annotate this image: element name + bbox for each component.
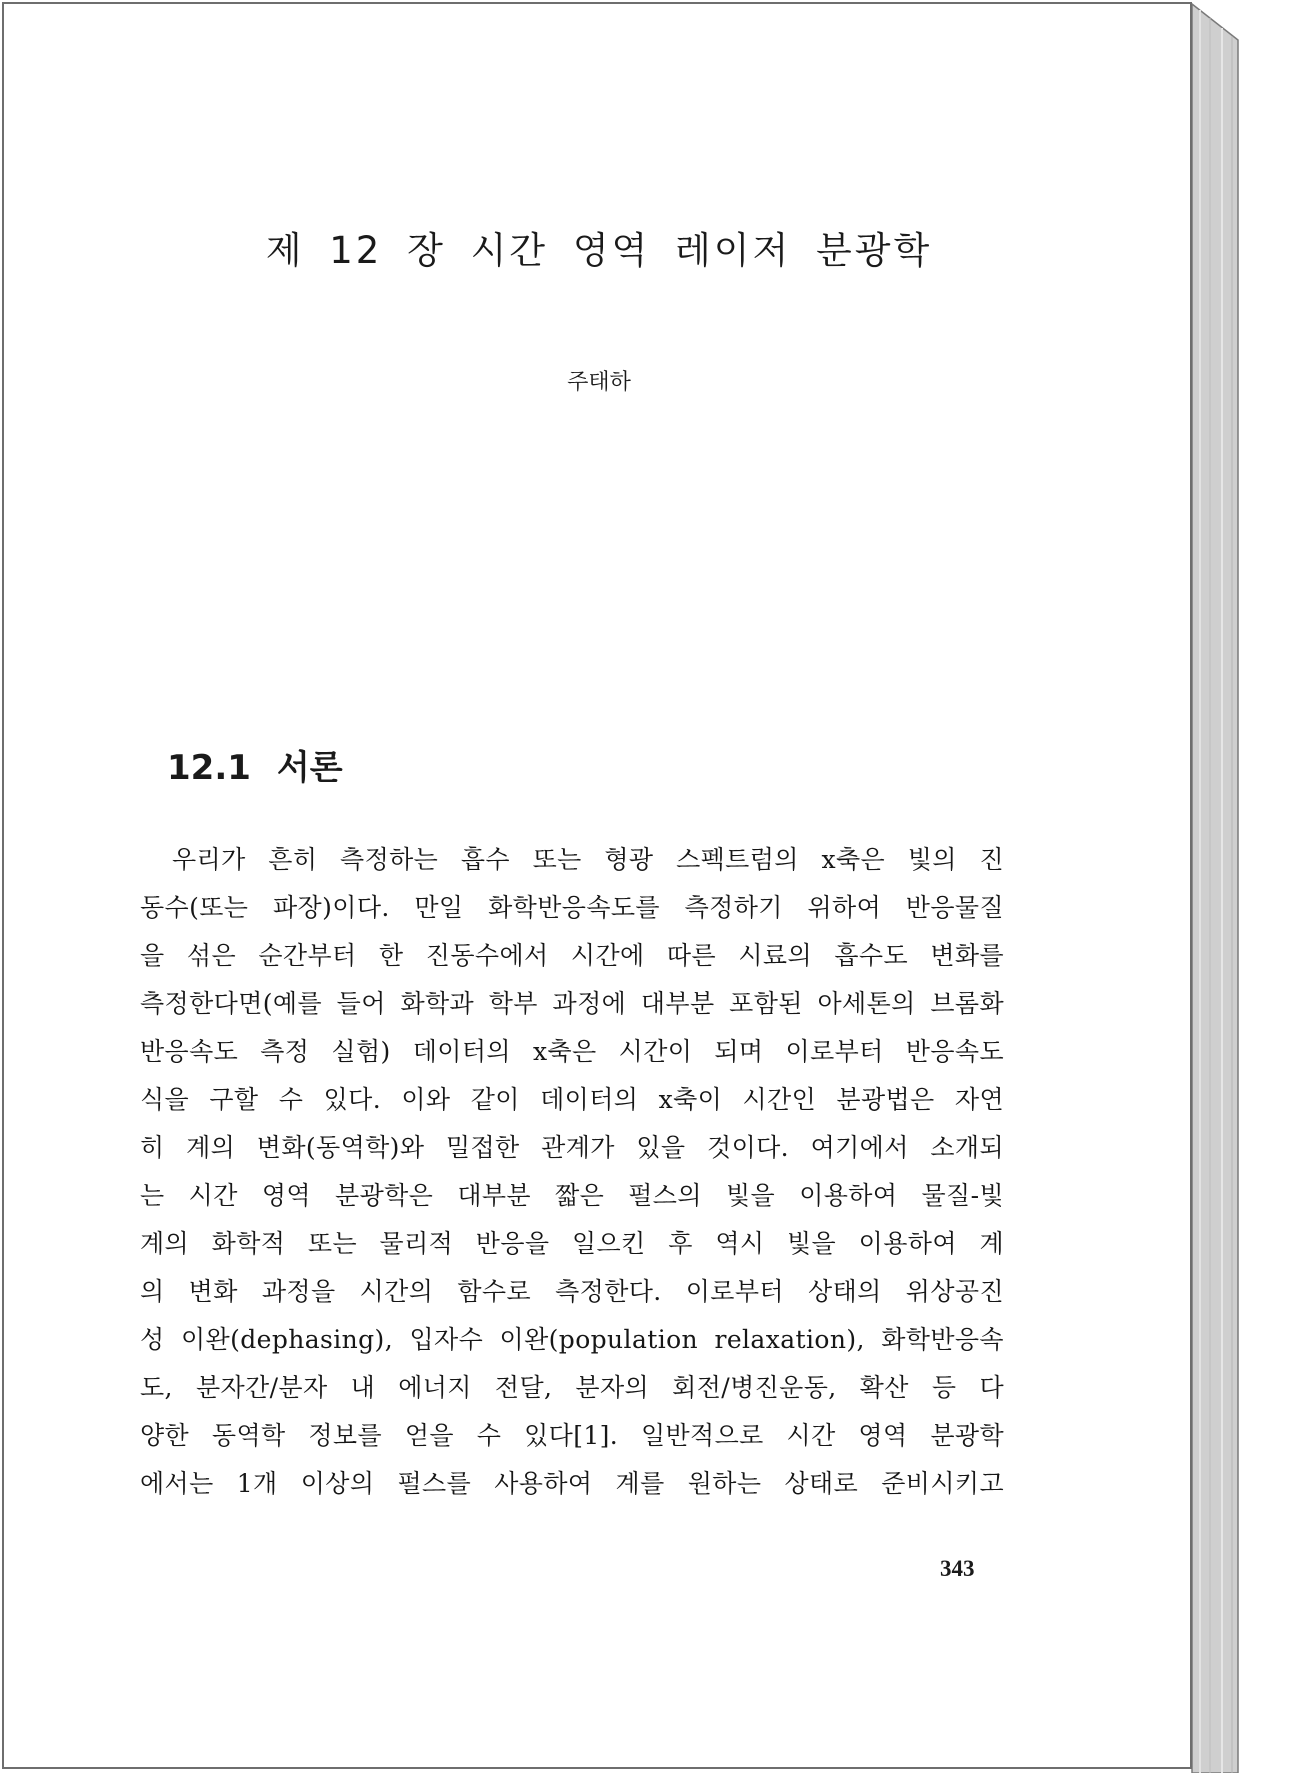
- body-line: 우리가 흔히 측정하는 흡수 또는 형광 스펙트럼의 x축은 빛의 진: [172, 845, 1004, 874]
- body-line: 식을 구할 수 있다. 이와 같이 데이터의 x축이 시간인 분광법은 자연: [140, 1085, 1004, 1114]
- chapter-author: 주태하: [567, 370, 631, 395]
- body-line: 을 섞은 순간부터 한 진동수에서 시간에 따른 시료의 흡수도 변화를: [140, 941, 1004, 970]
- body-line: 의 변화 과정을 시간의 함수로 측정한다. 이로부터 상태의 위상공진: [140, 1277, 1004, 1306]
- body-line: 반응속도 측정 실험) 데이터의 x축은 시간이 되며 이로부터 반응속도: [140, 1037, 1004, 1066]
- section-heading: [167, 745, 343, 791]
- body-line: 히 계의 변화(동역학)와 밀접한 관계가 있을 것이다. 여기에서 소개되: [140, 1133, 1004, 1162]
- document-page: [2, 2, 1192, 1769]
- body-line: 동수(또는 파장)이다. 만일 화학반응속도를 측정하기 위하여 반응물질: [140, 893, 1004, 922]
- chapter-title: 제 12 장 시간 영역 레이저 분광학: [265, 229, 933, 272]
- body-line: 도, 분자간/분자 내 에너지 전달, 분자의 회전/병진운동, 확산 등 다: [140, 1373, 1004, 1402]
- section-title-text: 서론: [276, 748, 343, 788]
- body-line: 양한 동역학 정보를 얻을 수 있다[1]. 일반적으로 시간 영역 분광학: [140, 1421, 1004, 1450]
- body-line: 는 시간 영역 분광학은 대부분 짧은 펄스의 빛을 이용하여 물질-빛: [140, 1181, 1004, 1210]
- section-number: 12.1: [167, 748, 251, 788]
- page-number: 343: [940, 1556, 975, 1581]
- body-line: 에서는 1개 이상의 펄스를 사용하여 계를 원하는 상태로 준비시키고: [140, 1469, 1004, 1498]
- body-paragraph: [140, 836, 1004, 1508]
- body-line: 성 이완(dephasing), 입자수 이완(population relaxation), 화학반응속: [140, 1325, 1004, 1354]
- body-line: 계의 화학적 또는 물리적 반응을 일으킨 후 역시 빛을 이용하여 계: [140, 1229, 1004, 1258]
- body-line: 측정한다면(예를 들어 화학과 학부 과정에 대부분 포함된 아세톤의 브롬화: [140, 989, 1004, 1018]
